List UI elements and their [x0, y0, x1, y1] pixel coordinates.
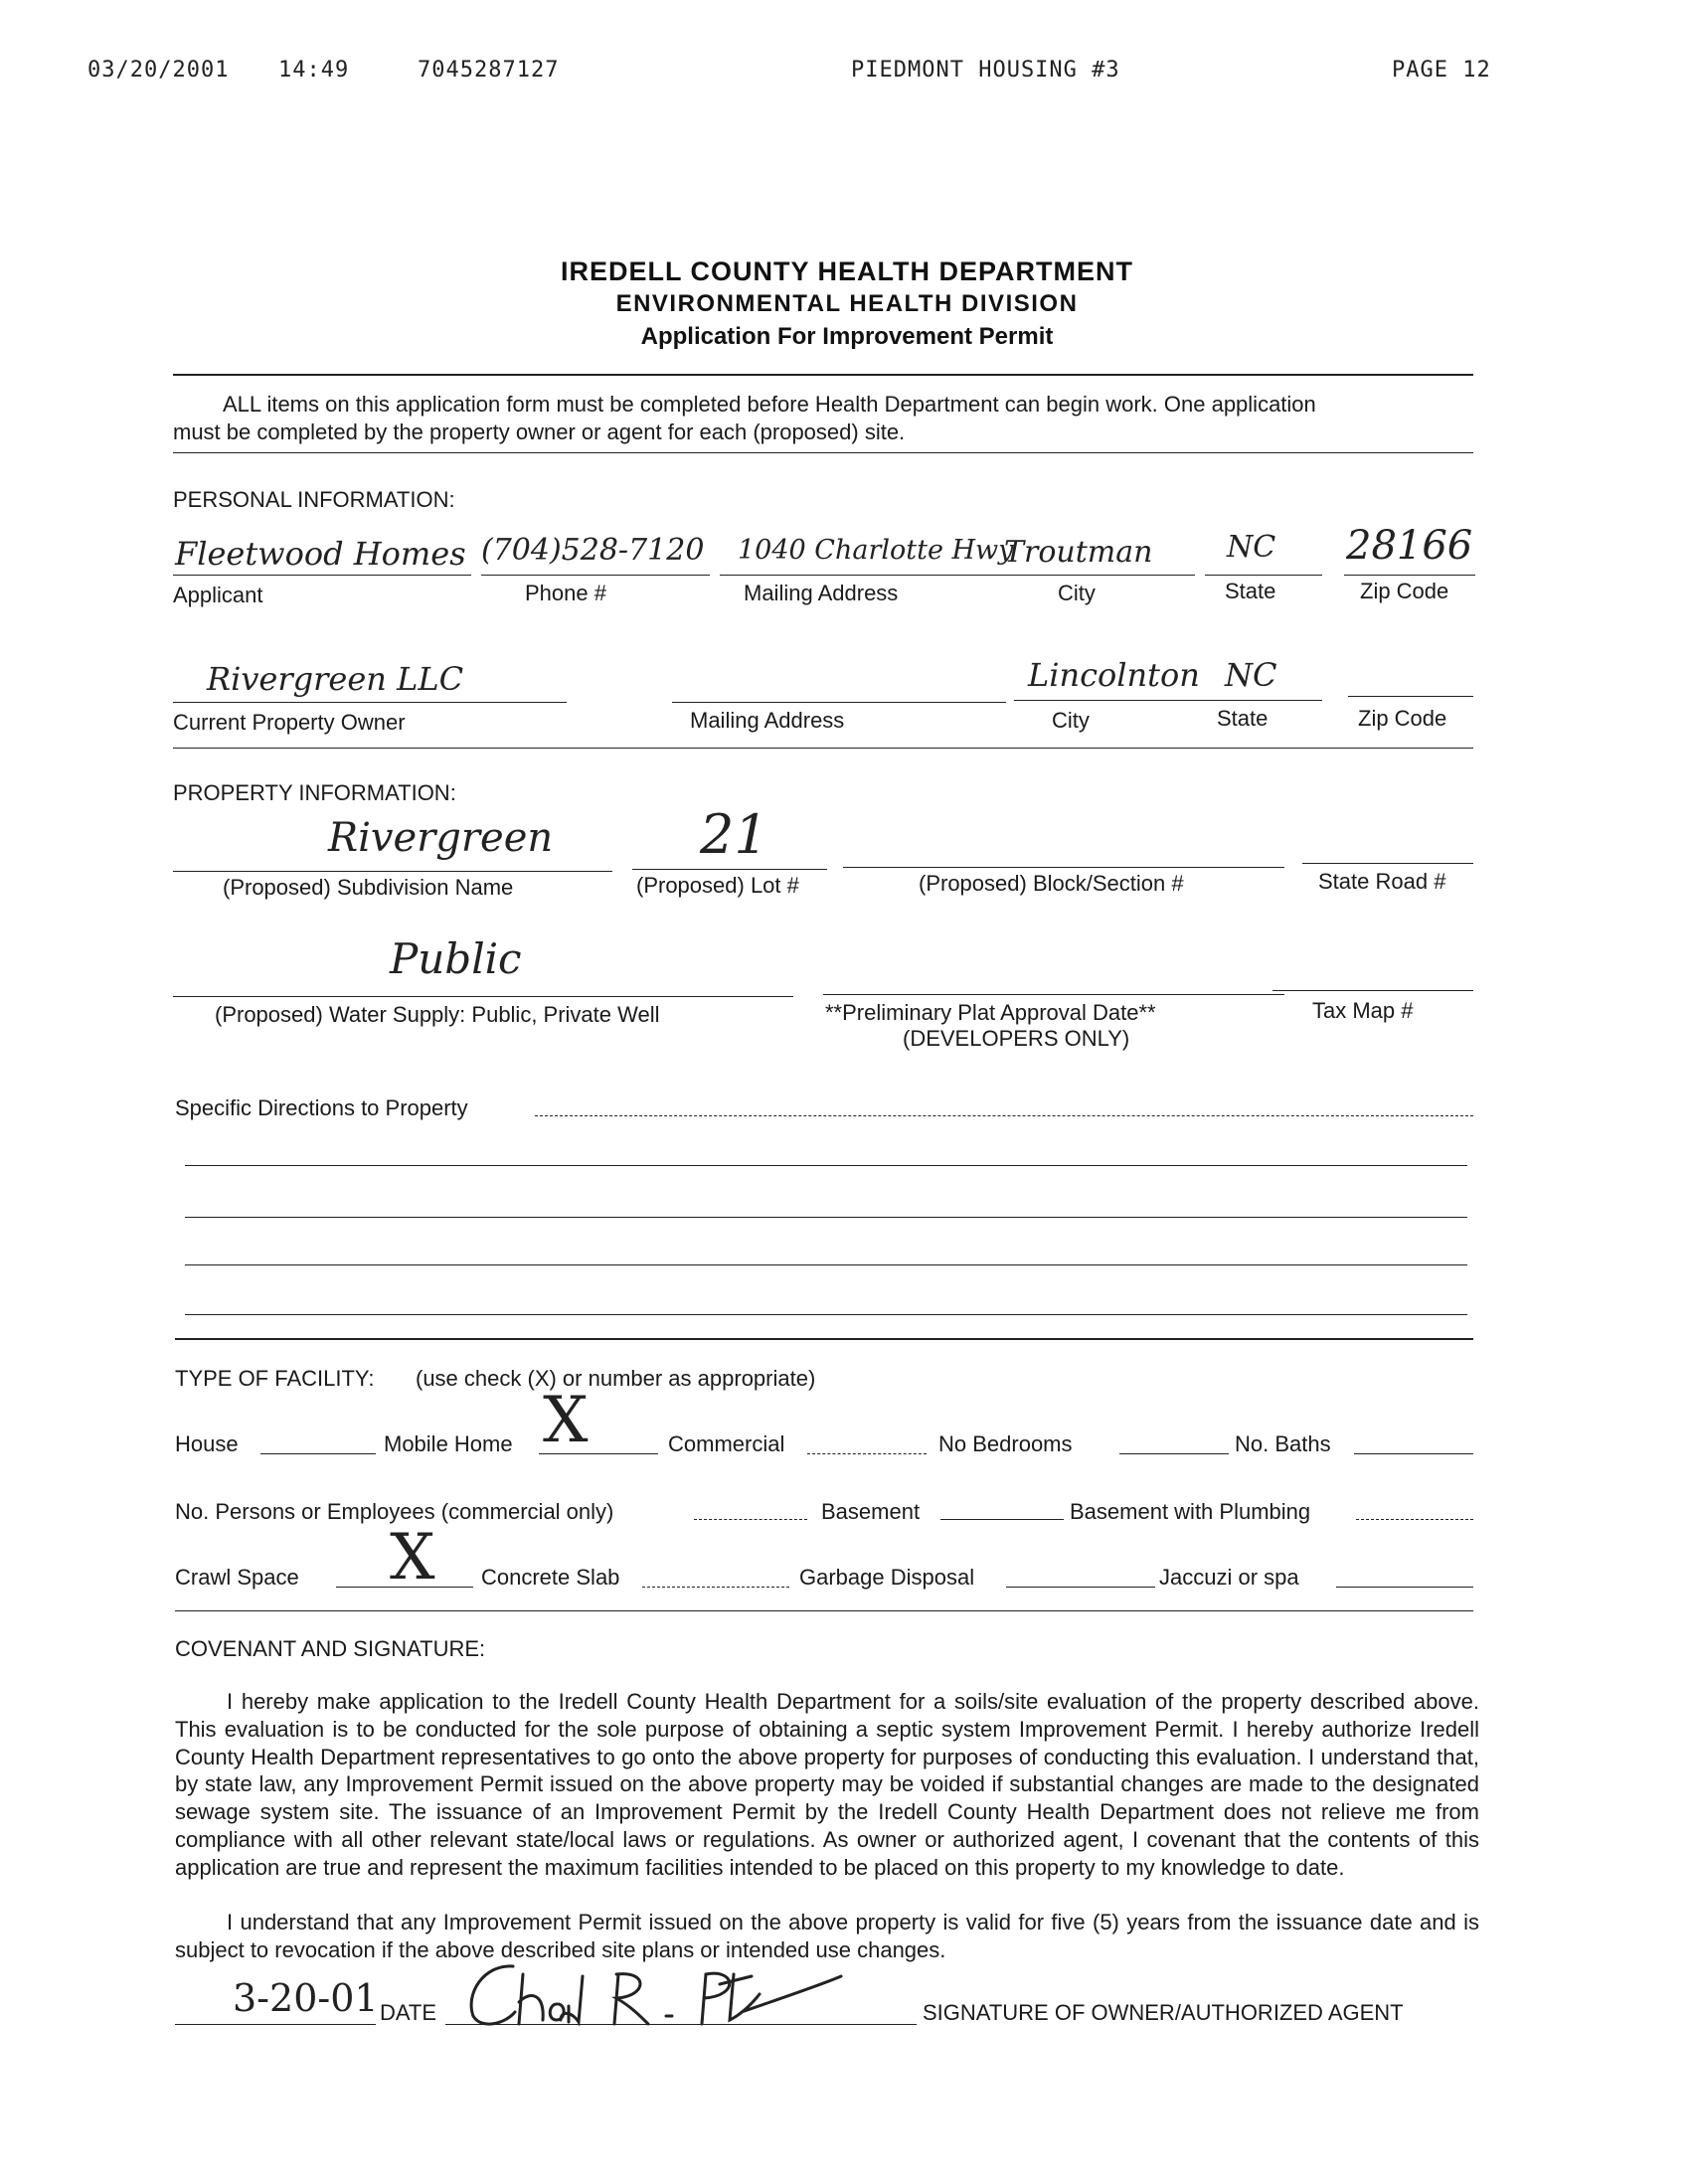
crawl-space-label: Crawl Space: [175, 1565, 299, 1590]
commercial-line: [807, 1453, 927, 1454]
date-value: 3-20-01: [233, 1976, 379, 2020]
form-title: Application For Improvement Permit: [640, 323, 1054, 350]
owner-mailing-label: Mailing Address: [690, 708, 845, 733]
covenant-heading: COVENANT AND SIGNATURE:: [175, 1636, 486, 1661]
garbage-line: [1006, 1587, 1155, 1588]
plat-label: **Preliminary Plat Approval Date**: [825, 1000, 1156, 1025]
state-label: State: [1225, 579, 1276, 603]
zip-line: [1344, 575, 1475, 576]
zip-value: 28166: [1346, 523, 1473, 569]
mobile-home-mark: X: [543, 1384, 589, 1457]
taxmap-line: [1272, 990, 1473, 991]
date-label: DATE: [380, 2000, 437, 2025]
personal-rule: [173, 748, 1473, 749]
directions-line-2: [185, 1165, 1467, 1166]
applicant-label: Applicant: [173, 583, 263, 607]
owner-line: [173, 702, 567, 703]
directions-line-4: [185, 1264, 1467, 1265]
slab-line: [642, 1587, 789, 1588]
lot-label: (Proposed) Lot #: [636, 873, 799, 898]
phone-line: [481, 575, 710, 576]
personal-heading: PERSONAL INFORMATION:: [173, 487, 455, 512]
water-label: (Proposed) Water Supply: Public, Private Well: [215, 1002, 660, 1027]
basement-line: [940, 1519, 1064, 1520]
owner-zip-line: [1348, 696, 1473, 697]
persons-label: No. Persons or Employees (commercial only): [175, 1499, 614, 1524]
bedrooms-line: [1119, 1453, 1229, 1454]
fax-time: 14:49: [278, 58, 350, 83]
house-label: House: [175, 1431, 239, 1456]
city-label: City: [1058, 581, 1096, 605]
basement-plumbing-label: Basement with Plumbing: [1070, 1499, 1311, 1524]
persons-line: [694, 1519, 807, 1520]
road-line: [1302, 863, 1473, 864]
phone-label: Phone #: [525, 581, 606, 605]
property-heading: PROPERTY INFORMATION:: [173, 780, 456, 805]
owner-state-line: [1205, 700, 1322, 701]
applicant-line: [173, 575, 471, 576]
subdivision-line: [173, 871, 612, 872]
mailing-line: [720, 575, 1014, 576]
directions-line-5: [185, 1314, 1467, 1315]
owner-mailing-line: [672, 702, 1006, 703]
slab-label: Concrete Slab: [481, 1565, 620, 1590]
road-label: State Road #: [1318, 869, 1446, 894]
jaccuzi-label: Jaccuzi or spa: [1159, 1565, 1299, 1590]
fax-page: PAGE 12: [1392, 58, 1491, 83]
facility-heading: TYPE OF FACILITY:: [175, 1366, 375, 1391]
owner-state-label: State: [1217, 706, 1269, 731]
city-value: Troutman: [1004, 535, 1153, 570]
garbage-label: Garbage Disposal: [799, 1565, 975, 1590]
signature-image: [453, 1954, 851, 2034]
property-rule: [175, 1338, 1473, 1340]
directions-line-3: [185, 1217, 1467, 1218]
owner-zip-label: Zip Code: [1358, 706, 1447, 731]
plat-line: [823, 994, 1284, 995]
owner-city-value: Lincolnton: [1028, 656, 1200, 694]
bedrooms-label: No Bedrooms: [938, 1431, 1073, 1456]
owner-city-label: City: [1052, 708, 1090, 733]
owner-state-value: NC: [1225, 656, 1277, 694]
commercial-label: Commercial: [668, 1431, 785, 1456]
basement-label: Basement: [821, 1499, 921, 1524]
zip-label: Zip Code: [1360, 579, 1449, 603]
mailing-label: Mailing Address: [744, 581, 899, 605]
city-line: [1004, 575, 1195, 576]
plat-sublabel: (DEVELOPERS ONLY): [903, 1026, 1130, 1051]
water-value: Public: [390, 934, 522, 983]
state-line: [1205, 575, 1322, 576]
lot-value: 21: [700, 803, 768, 866]
owner-city-line: [1014, 700, 1205, 701]
owner-value: Rivergreen LLC: [207, 660, 464, 698]
instructions-line1: ALL items on this application form must be completed before Health Department can begin work. One application: [223, 392, 1316, 417]
fax-date: 03/20/2001: [87, 58, 230, 83]
phone-value: (704)528-7120: [481, 533, 705, 568]
date-line: [175, 2024, 376, 2025]
signature-label: SIGNATURE OF OWNER/AUTHORIZED AGENT: [923, 2000, 1404, 2025]
department-title: IREDELL COUNTY HEALTH DEPARTMENT: [560, 256, 1133, 286]
basement-plumbing-line: [1356, 1519, 1473, 1520]
header-rule: [173, 374, 1473, 376]
block-label: (Proposed) Block/Section #: [919, 871, 1184, 896]
baths-line: [1354, 1453, 1473, 1454]
house-line: [260, 1453, 376, 1454]
facility-rule: [175, 1610, 1473, 1611]
fax-sender: PIEDMONT HOUSING #3: [851, 58, 1120, 83]
state-value: NC: [1227, 530, 1276, 565]
lot-line: [632, 869, 827, 870]
crawl-space-mark: X: [390, 1521, 435, 1595]
subdivision-label: (Proposed) Subdivision Name: [223, 875, 514, 900]
mobile-home-label: Mobile Home: [384, 1431, 513, 1456]
subdivision-value: Rivergreen: [328, 815, 554, 861]
instructions-line2: must be completed by the property owner or agent for each (proposed) site.: [173, 420, 906, 444]
mailing-value: 1040 Charlotte Hwy: [738, 535, 1014, 566]
fax-number: 7045287127: [418, 58, 560, 83]
jaccuzi-line: [1336, 1587, 1473, 1588]
taxmap-label: Tax Map #: [1312, 998, 1414, 1023]
directions-label: Specific Directions to Property: [175, 1095, 468, 1120]
block-line: [843, 867, 1284, 868]
water-line: [173, 996, 793, 997]
division-title: ENVIRONMENTAL HEALTH DIVISION: [615, 290, 1079, 317]
facility-note: (use check (X) or number as appropriate): [416, 1366, 816, 1391]
owner-label: Current Property Owner: [173, 710, 406, 735]
directions-line-1: [535, 1115, 1473, 1116]
baths-label: No. Baths: [1235, 1431, 1331, 1456]
covenant-paragraph-1: I hereby make application to the Iredell County Health Department for a soils/site evaluation of the property described above. This evaluation is to be conducted for the sole purpose of obtaining a septic system Improvement Permit. I hereby authorize Iredell County Health Department representatives to go onto the above property for purposes of conducting this evaluation. I understand that, by state law, any Improvement Permit issued on the above property may be voided if substantial changes are made to the designated sewage system site. The issuance of an Improvement Permit by the Iredell County Health Department does not relieve me from compliance with all other relevant state/local laws or regulations. As owner or authorized agent, I covenant that the contents of this application are true and represent the maximum facilities intended to be placed on this property to my knowledge to date.: [175, 1689, 1479, 1880]
instructions-rule: [173, 452, 1473, 453]
applicant-value: Fleetwood Homes: [175, 535, 466, 573]
covenant-paragraph-2: I understand that any Improvement Permit issued on the above property is valid for five (5) years from the issuance date and is subject to revocation if the above described site plans or intended use changes.: [175, 1910, 1479, 1962]
